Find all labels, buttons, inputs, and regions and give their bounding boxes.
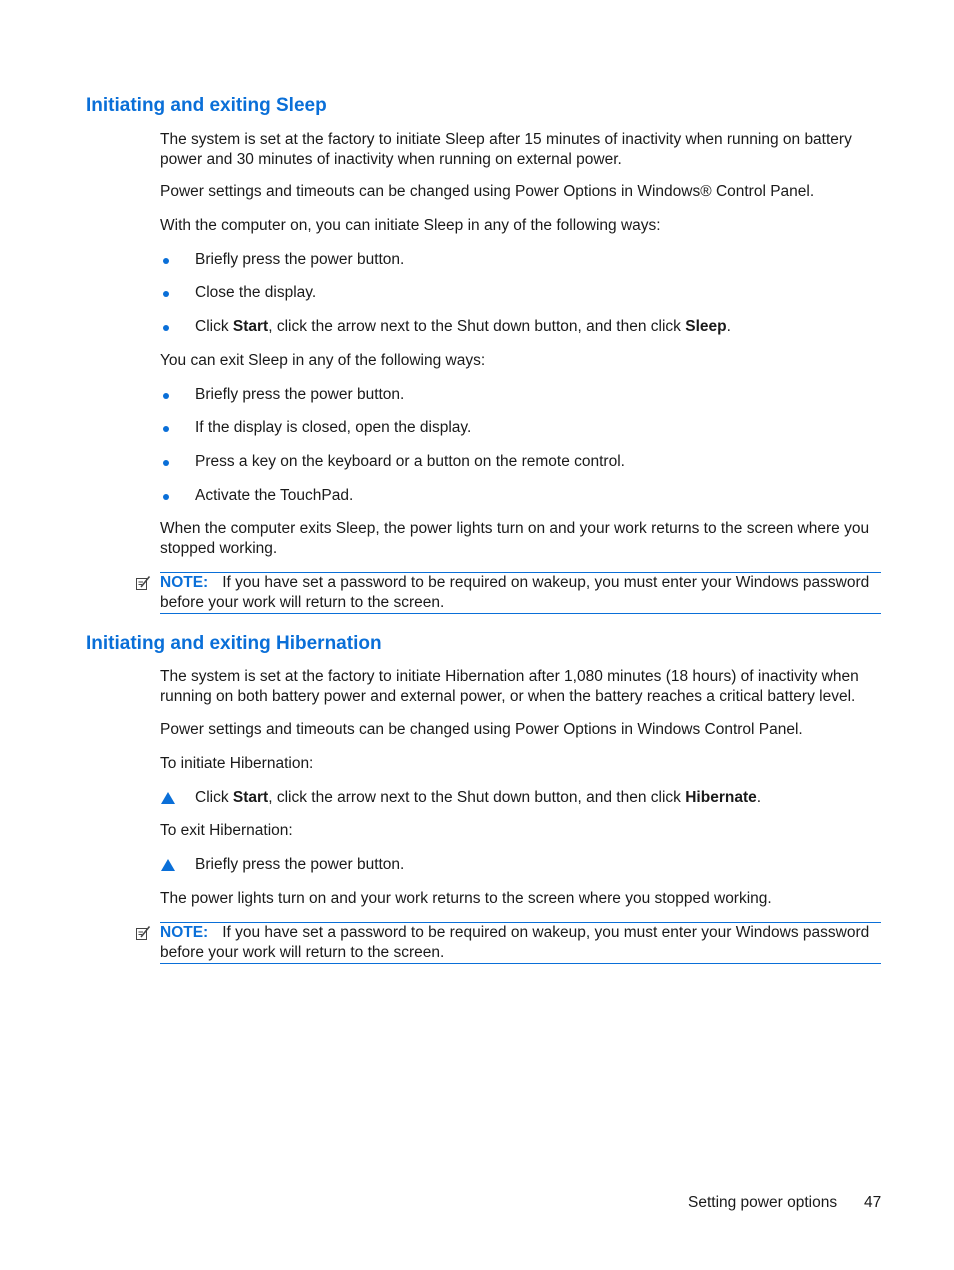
start-label: Start bbox=[232, 789, 269, 806]
hibernation-settings-paragraph: Power settings and timeouts can be changed using Power Options in Windows Control Panel. bbox=[160, 721, 803, 738]
note-box bbox=[160, 922, 881, 964]
sleep-initiate-intro: With the computer on, you can initiate Sleep in any of the following ways: bbox=[160, 217, 661, 234]
start-label: Start bbox=[232, 318, 269, 335]
note-box bbox=[160, 572, 881, 614]
list-item-text: Briefly press the power button. bbox=[195, 386, 405, 403]
list-item-text: Close the display. bbox=[195, 284, 317, 301]
bullet-dot-icon bbox=[163, 494, 169, 500]
note-text: If you have set a password to be required on wakeup, you must enter your Windows password before your work will return to the screen. bbox=[160, 574, 870, 611]
list-item-text: Click Start, click the arrow next to the Shut down button, and then click Hibernate. bbox=[195, 789, 762, 806]
bullet-dot-icon bbox=[163, 258, 169, 264]
sleep-intro-paragraph: The system is set at the factory to initiate Sleep after 15 minutes of inactivity when running on battery power and 30 minutes of inactivity when running on external power. bbox=[160, 131, 852, 168]
hibernation-intro-paragraph: The system is set at the factory to initiate Hibernation after 1,080 minutes (18 hours) of inactivity when running on both battery power and external power, or when the battery reaches a critical battery level. bbox=[160, 668, 859, 705]
sleep-settings-paragraph: Power settings and timeouts can be changed using Power Options in Windows® Control Panel. bbox=[160, 183, 815, 200]
hibernate-label: Hibernate bbox=[685, 789, 757, 806]
note-text: If you have set a password to be required on wakeup, you must enter your Windows password before your work will return to the screen. bbox=[160, 924, 870, 961]
sleep-label: Sleep bbox=[685, 318, 727, 335]
list-item-text: Briefly press the power button. bbox=[195, 856, 405, 873]
bullet-dot-icon bbox=[163, 291, 169, 297]
list-item-text: Briefly press the power button. bbox=[195, 251, 405, 268]
page-number: 47 bbox=[864, 1194, 882, 1211]
section-heading-hibernation: Initiating and exiting Hibernation bbox=[86, 633, 382, 654]
note-label: NOTE: bbox=[160, 924, 209, 941]
note-pencil-icon bbox=[135, 575, 151, 591]
bullet-dot-icon bbox=[163, 393, 169, 399]
hibernation-exit-intro: To exit Hibernation: bbox=[160, 822, 293, 839]
list-item-text: Click Start, click the arrow next to the Shut down button, and then click Sleep. bbox=[195, 318, 731, 335]
list-item-text: Activate the TouchPad. bbox=[195, 487, 354, 504]
bullet-dot-icon bbox=[163, 460, 169, 466]
hibernation-initiate-intro: To initiate Hibernation: bbox=[160, 755, 314, 772]
note-pencil-icon bbox=[135, 925, 151, 941]
bullet-dot-icon bbox=[163, 325, 169, 331]
section-heading-sleep: Initiating and exiting Sleep bbox=[86, 95, 327, 116]
hibernation-exit-paragraph: The power lights turn on and your work returns to the screen where you stopped working. bbox=[160, 890, 772, 907]
sleep-exit-intro: You can exit Sleep in any of the following ways: bbox=[160, 352, 486, 369]
list-item-text: Press a key on the keyboard or a button on the remote control. bbox=[195, 453, 625, 470]
triangle-step-icon bbox=[161, 792, 175, 804]
bullet-dot-icon bbox=[163, 426, 169, 432]
sleep-exit-paragraph: When the computer exits Sleep, the power lights turn on and your work returns to the screen where you stopped working. bbox=[160, 520, 870, 557]
list-item-text: If the display is closed, open the display. bbox=[195, 419, 472, 436]
note-label: NOTE: bbox=[160, 574, 209, 591]
triangle-step-icon bbox=[161, 859, 175, 871]
footer-section-title: Setting power options bbox=[688, 1194, 838, 1211]
